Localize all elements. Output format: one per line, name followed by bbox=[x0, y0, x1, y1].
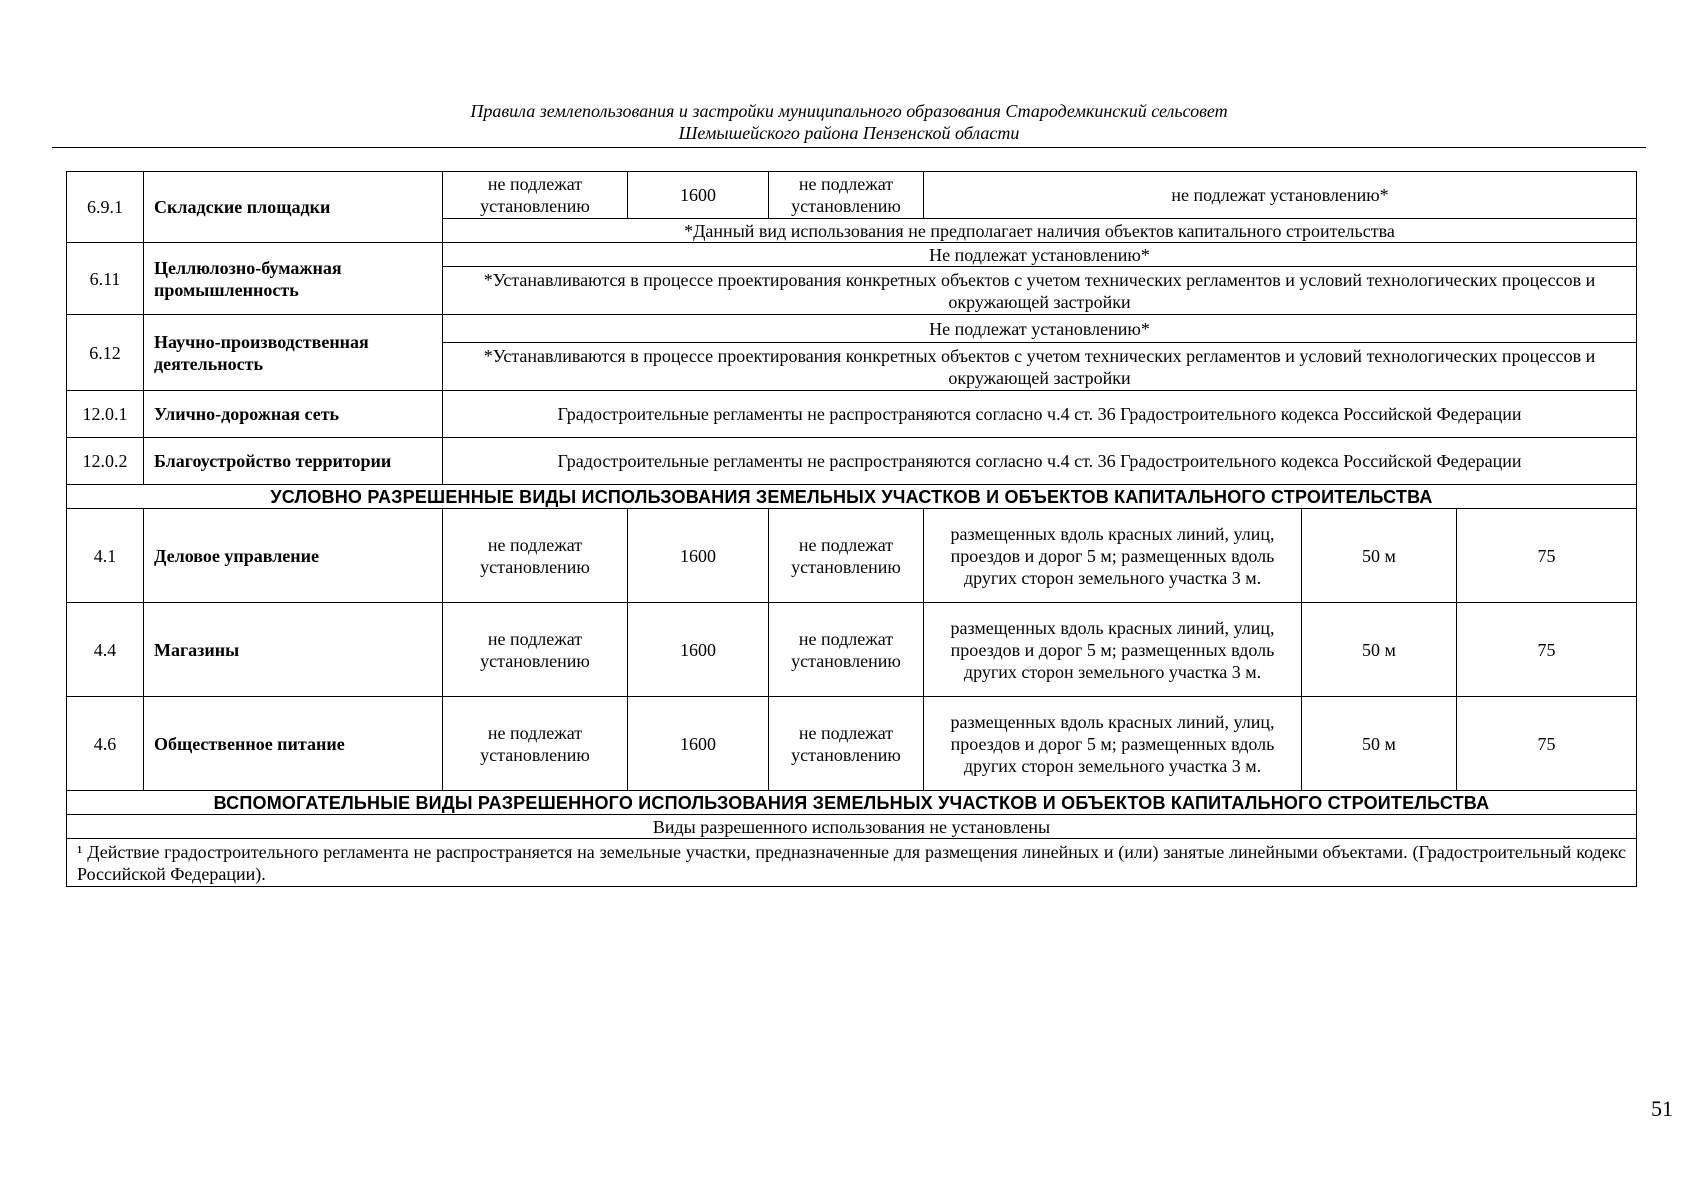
note-cell: *Устанавливаются в процессе проектирования конкретных объектов с учетом технических регламентов и условий технологических процессов и окружающей застройки bbox=[443, 267, 1637, 315]
table-row bbox=[67, 172, 1637, 219]
value-cell: 1600 bbox=[628, 603, 769, 697]
table-row bbox=[67, 243, 1637, 267]
page-number: 51 bbox=[1651, 1096, 1673, 1121]
value-cell: не подлежат установлению bbox=[769, 697, 924, 791]
header-rule bbox=[52, 147, 1646, 148]
section-heading: УСЛОВНО РАЗРЕШЕННЫЕ ВИДЫ ИСПОЛЬЗОВАНИЯ ЗЕМЕЛЬНЫХ УЧАСТКОВ И ОБЪЕКТОВ КАПИТАЛЬНОГО СТРОИТЕЛЬСТВА bbox=[67, 485, 1637, 509]
value-cell: 1600 bbox=[628, 697, 769, 791]
value-cell: 75 bbox=[1457, 697, 1637, 791]
code-cell: 6.12 bbox=[67, 315, 144, 391]
section-row bbox=[67, 485, 1637, 509]
code-cell: 4.4 bbox=[67, 603, 144, 697]
note-cell: *Устанавливаются в процессе проектирования конкретных объектов с учетом технических регламентов и условий технологических процессов и окружающей застройки bbox=[443, 343, 1637, 391]
page-header bbox=[52, 100, 1646, 144]
code-cell: 4.1 bbox=[67, 509, 144, 603]
regulations-table bbox=[66, 171, 1637, 887]
value-cell: 50 м bbox=[1302, 509, 1457, 603]
value-cell: не подлежат установлению* bbox=[924, 172, 1637, 219]
value-cell: размещенных вдоль красных линий, улиц, проездов и дорог 5 м; размещенных вдоль других сторон земельного участка 3 м. bbox=[924, 697, 1302, 791]
table-row bbox=[67, 815, 1637, 839]
value-cell: Градостроительные регламенты не распространяются согласно ч.4 ст. 36 Градостроительного кодекса Российской Федерации bbox=[443, 438, 1637, 485]
name-cell: Улично-дорожная сеть bbox=[144, 391, 443, 438]
value-cell: 1600 bbox=[628, 509, 769, 603]
table-row bbox=[67, 315, 1637, 343]
value-cell: размещенных вдоль красных линий, улиц, проездов и дорог 5 м; размещенных вдоль других сторон земельного участка 3 м. bbox=[924, 509, 1302, 603]
value-cell: не подлежат установлению bbox=[769, 603, 924, 697]
name-cell: Научно-производственная деятельность bbox=[144, 315, 443, 391]
value-cell: 50 м bbox=[1302, 697, 1457, 791]
code-cell: 4.6 bbox=[67, 697, 144, 791]
note-cell: Виды разрешенного использования не установлены bbox=[67, 815, 1637, 839]
value-cell: 50 м bbox=[1302, 603, 1457, 697]
name-cell: Благоустройство территории bbox=[144, 438, 443, 485]
name-cell: Общественное питание bbox=[144, 697, 443, 791]
value-cell: Не подлежат установлению* bbox=[443, 315, 1637, 343]
value-cell: не подлежат установлению bbox=[443, 697, 628, 791]
footnote: ¹ Действие градостроительного регламента не распространяется на земельные участки, предназначенные для размещения линейных и (или) занятые линейными объектами. (Градостроительный кодекс Российской Федерации). bbox=[67, 839, 1637, 887]
value-cell: размещенных вдоль красных линий, улиц, проездов и дорог 5 м; размещенных вдоль других сторон земельного участка 3 м. bbox=[924, 603, 1302, 697]
table-row bbox=[67, 438, 1637, 485]
name-cell: Складские площадки bbox=[144, 172, 443, 243]
value-cell: не подлежат установлению bbox=[443, 509, 628, 603]
table-row bbox=[67, 697, 1637, 791]
header-line-1: Правила землепользования и застройки муниципального образования Стародемкинский сельсовет bbox=[470, 101, 1228, 121]
code-cell: 6.9.1 bbox=[67, 172, 144, 243]
table-row bbox=[67, 603, 1637, 697]
table-row bbox=[67, 509, 1637, 603]
name-cell: Целлюлозно-бумажная промышленность bbox=[144, 243, 443, 315]
value-cell: Не подлежат установлению* bbox=[443, 243, 1637, 267]
value-cell: не подлежат установлению bbox=[443, 172, 628, 219]
value-cell: Градостроительные регламенты не распространяются согласно ч.4 ст. 36 Градостроительного кодекса Российской Федерации bbox=[443, 391, 1637, 438]
code-cell: 12.0.2 bbox=[67, 438, 144, 485]
name-cell: Деловое управление bbox=[144, 509, 443, 603]
section-heading: ВСПОМОГАТЕЛЬНЫЕ ВИДЫ РАЗРЕШЕННОГО ИСПОЛЬЗОВАНИЯ ЗЕМЕЛЬНЫХ УЧАСТКОВ И ОБЪЕКТОВ КАПИТАЛЬНОГО СТРОИТЕЛЬСТВА bbox=[67, 791, 1637, 815]
value-cell: 1600 bbox=[628, 172, 769, 219]
section-row bbox=[67, 791, 1637, 815]
value-cell: не подлежат установлению bbox=[443, 603, 628, 697]
header-line-2: Шемышейского района Пензенской области bbox=[678, 123, 1020, 143]
value-cell: не подлежат установлению bbox=[769, 172, 924, 219]
note-cell: *Данный вид использования не предполагает наличия объектов капитального строительства bbox=[443, 219, 1637, 243]
table-row bbox=[67, 839, 1637, 887]
name-cell: Магазины bbox=[144, 603, 443, 697]
value-cell: 75 bbox=[1457, 603, 1637, 697]
table-row bbox=[67, 391, 1637, 438]
code-cell: 6.11 bbox=[67, 243, 144, 315]
value-cell: не подлежат установлению bbox=[769, 509, 924, 603]
code-cell: 12.0.1 bbox=[67, 391, 144, 438]
value-cell: 75 bbox=[1457, 509, 1637, 603]
